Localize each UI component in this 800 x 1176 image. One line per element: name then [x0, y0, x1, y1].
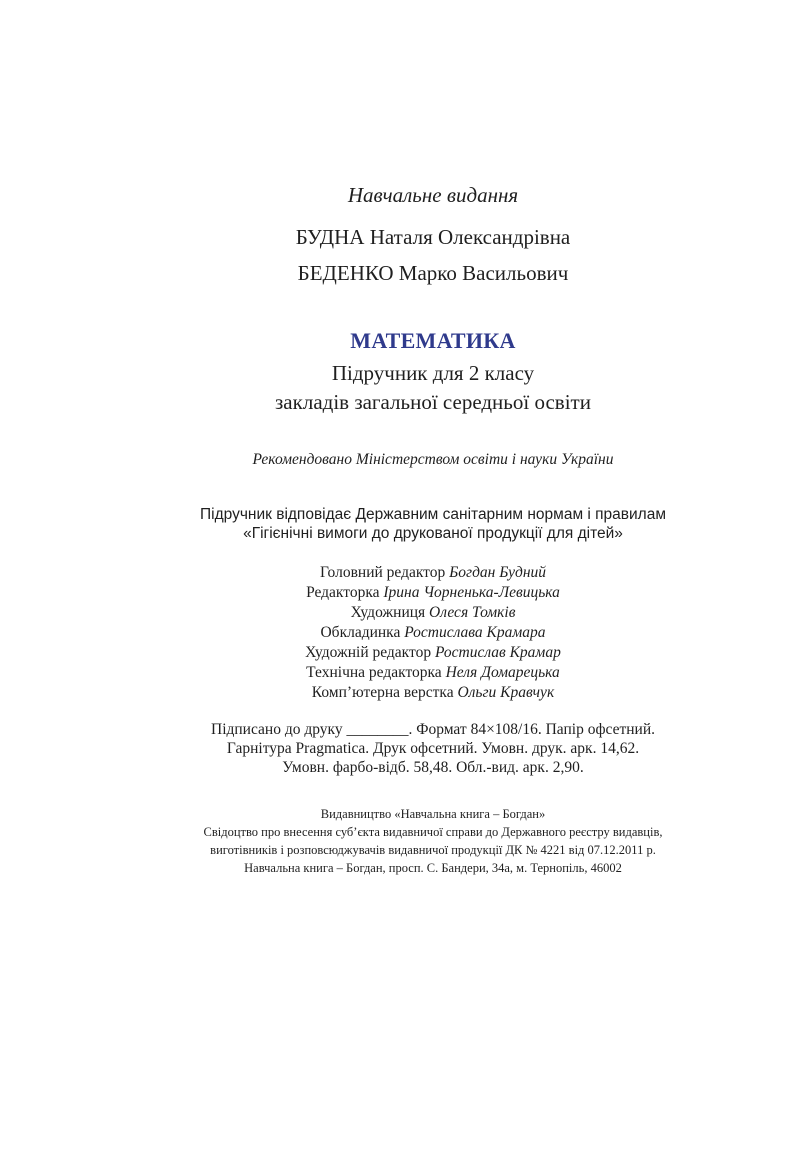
credit-person: Олеся Томків: [429, 604, 516, 621]
credit-role: Художниця: [350, 604, 426, 621]
publisher-line: Видавництво «Навчальна книга – Богдан»: [320, 807, 546, 821]
credit-row: [0, 643, 800, 663]
credit-person: Ростислав Крамар: [434, 644, 561, 661]
credit-row: [0, 583, 800, 603]
sanitary-compliance-line: Підручник відповідає Державним санітарним нормам і правилам: [200, 506, 666, 523]
printing-line: Умовн. фарбо-відб. 58,48. Обл.-вид. арк. 2,90.: [282, 759, 584, 776]
printing-line: Гарнітура Pragmatica. Друк офсетний. Умовн. друк. арк. 14,62.: [226, 740, 640, 757]
book-title: МАТЕМАТИКА: [350, 328, 516, 353]
credit-row: [0, 603, 800, 623]
credit-person: Неля Домарецька: [445, 664, 560, 681]
credits-list: [0, 563, 800, 703]
credit-person: Ольги Кравчук: [457, 684, 555, 701]
credit-row: [0, 623, 800, 643]
printing-line: Підписано до друку ________. Формат 84×108/16. Папір офсетний.: [211, 721, 655, 738]
credit-person: Богдан Будний: [449, 564, 547, 581]
credit-person: Ірина Чорненька-Левицька: [383, 584, 560, 601]
ministry-recommendation: Рекомендовано Міністерством освіти і науки України: [252, 451, 614, 468]
sanitary-compliance-line: «Гігієнічні вимоги до друкованої продукції для дітей»: [243, 525, 623, 542]
publisher-info: [0, 805, 800, 877]
publisher-line: Навчальна книга – Богдан, просп. С. Бандери, 34а, м. Тернопіль, 46002: [244, 861, 622, 875]
book-subtitle: Підручник для 2 класу: [331, 361, 535, 385]
credit-role: Технічна редакторка: [306, 664, 442, 681]
publisher-line: виготівників і розповсюджувачів видавничої продукції ДК № 4221 від 07.12.2011 р.: [210, 843, 656, 857]
credit-role: Редакторка: [306, 584, 380, 601]
credit-row: [0, 683, 800, 703]
credit-person: Ростислава Крамара: [404, 624, 546, 641]
publisher-line: Свідоцтво про внесення суб’єкта видавничої справи до Державного реєстру видавців,: [203, 825, 663, 839]
credit-role: Головний редактор: [319, 564, 446, 581]
printing-details: [0, 720, 800, 777]
credit-role: Обкладинка: [320, 624, 401, 641]
credit-row: [0, 563, 800, 583]
credit-role: Комп’ютерна верстка: [311, 684, 454, 701]
book-subtitle: закладів загальної середньої освіти: [275, 390, 591, 414]
credit-role: Художній редактор: [305, 644, 432, 661]
author-name: БЕДЕНКО Марко Васильович: [297, 261, 569, 285]
edition-genre: Навчальне видання: [347, 183, 519, 207]
author-name: БУДНА Наталя Олександрівна: [295, 225, 571, 249]
credit-row: [0, 663, 800, 683]
